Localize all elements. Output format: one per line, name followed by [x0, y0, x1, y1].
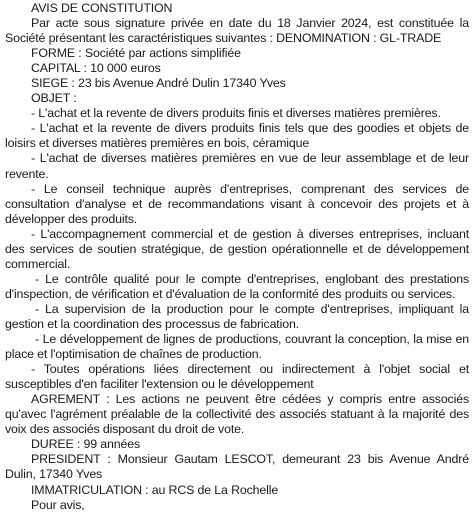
- notice-closing: Pour avis,: [31, 497, 85, 512]
- notice-capital: CAPITAL : 10 000 euros: [31, 61, 161, 76]
- notice-objet-item: - L'achat et la revente de divers produits finis et diverses matières premières.: [31, 106, 441, 121]
- notice-objet-heading: OBJET :: [31, 91, 77, 106]
- notice-objet-item: - La supervision de la production pour le compte d'entreprises, impliquant la gestion et la coordination des processus de fabrication.: [5, 301, 469, 331]
- notice-intro: Par acte sous signature privée en date du 18 Janvier 2024, est constituée la Société présentant les caractéristiques suivantes : DENOMINATION : GL-TRADE: [5, 16, 469, 46]
- notice-objet-item: - L'achat et la revente de divers produits finis tels que des goodies et objets de loisirs et diverses matières premières en bois, céramique: [5, 121, 469, 151]
- notice-objet-item: - Toutes opérations liées directement ou indirectement à l'objet social et susceptibles d'en faciliter l'extension ou le développement: [5, 362, 469, 392]
- notice-objet-item: - L'accompagnement commercial et de gestion à diverses entreprises, incluant des services de soutien stratégique, de gestion opérationnelle et de développement commercial.: [5, 226, 469, 271]
- notice-president: PRESIDENT : Monsieur Gautam LESCOT, demeurant 23 bis Avenue André Dulin, 17340 Yves: [5, 452, 469, 482]
- notice-immatriculation: IMMATRICULATION : au RCS de La Rochelle: [31, 482, 279, 497]
- notice-objet-item: - Le contrôle qualité pour le compte d'entreprises, englobant des prestations d'inspection, de vérification et d'évaluation de la conformité des produits ou services.: [5, 271, 469, 301]
- notice-objet-item: - Le conseil technique auprès d'entreprises, comprenant des services de consultation d'analyse et de recommandations visant à concevoir des projets et à développer des produits.: [5, 181, 469, 226]
- notice-objet-item: - L'achat de diverses matières premières en vue de leur assemblage et de leur revente.: [5, 151, 469, 181]
- notice-title: AVIS DE CONSTITUTION: [31, 1, 173, 15]
- notice-objet-item: - Le développement de lignes de productions, couvrant la conception, la mise en place et l'optimisation de chaînes de production.: [5, 332, 469, 362]
- notice-forme: FORME : Société par actions simplifiée: [31, 46, 241, 61]
- notice-siege: SIEGE : 23 bis Avenue André Dulin 17340 Yves: [31, 76, 286, 91]
- notice-agrement: AGREMENT : Les actions ne peuvent être cédées y compris entre associés qu'avec l'agrément préalable de la collectivité des associés statuant à la majorité des voix des associés disposant du droit de vote.: [5, 392, 469, 437]
- notice-duree: DUREE : 99 années: [31, 437, 141, 452]
